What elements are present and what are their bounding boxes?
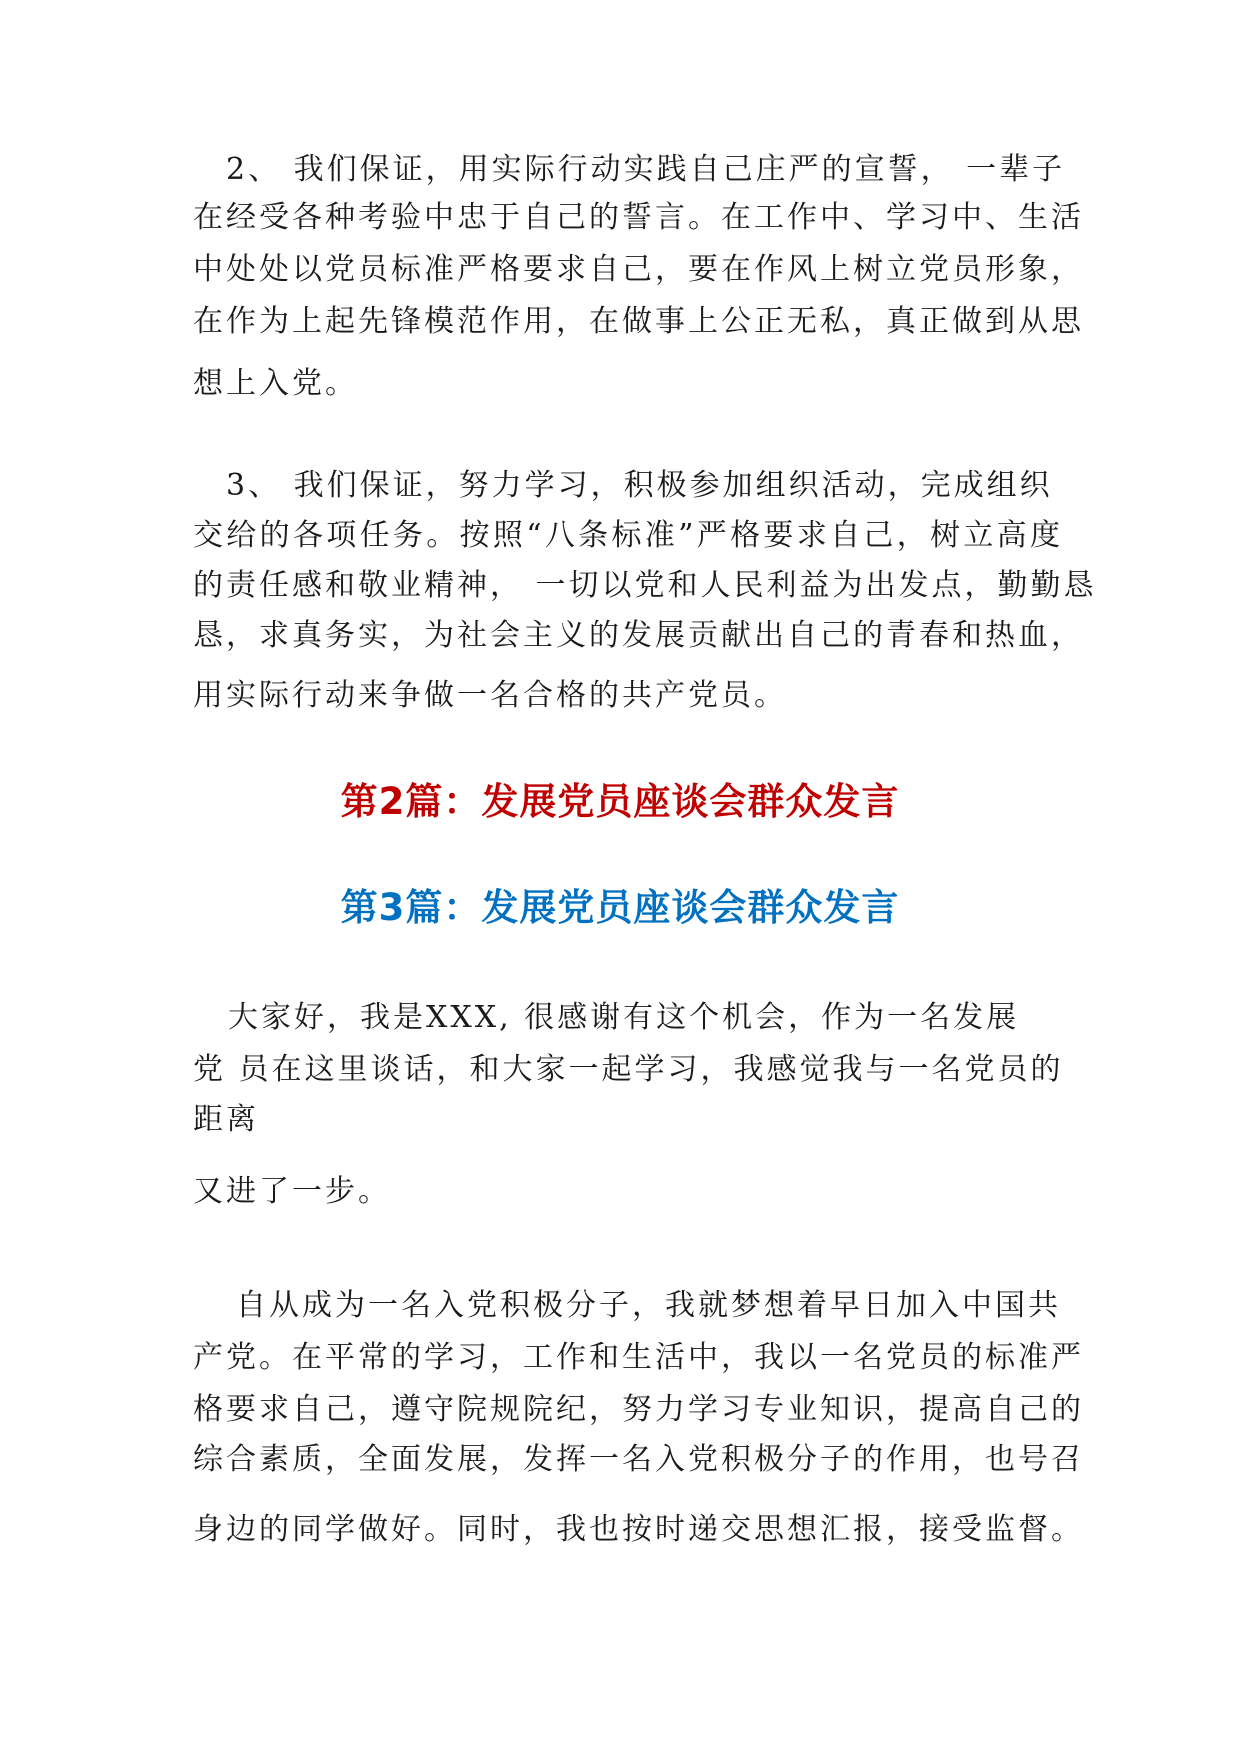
section-heading-3: 第3篇：发展党员座谈会群众发言 <box>340 886 900 929</box>
paragraph-line: 想上入党。 <box>193 366 358 401</box>
paragraph-line: 交给的各项任务。按照“八条标准”严格要求自己，树立高度 <box>193 518 1063 553</box>
paragraph-line: 2、 我们保证，用实际行动实践自己庄严的宣誓， 一辈子 <box>226 152 1066 187</box>
paragraph-line: 用实际行动来争做一名合格的共产党员。 <box>193 678 787 713</box>
paragraph-line: 又进了一步。 <box>193 1174 391 1209</box>
paragraph-line: 在经受各种考验中忠于自己的誓言。在工作中、学习中、生活 <box>193 200 1084 235</box>
section-heading-2: 第2篇：发展党员座谈会群众发言 <box>340 780 900 823</box>
paragraph-line: 恳，求真务实，为社会主义的发展贡献出自己的青春和热血， <box>193 618 1084 653</box>
paragraph-line: 在作为上起先锋模范作用，在做事上公正无私，真正做到从思 <box>193 304 1084 339</box>
paragraph-line: 身边的同学做好。同时，我也按时递交思想汇报，接受监督。 <box>193 1512 1084 1547</box>
paragraph-line: 综合素质，全面发展，发挥一名入党积极分子的作用，也号召 <box>193 1442 1084 1477</box>
paragraph-line: 中处处以党员标准严格要求自己，要在作风上树立党员形象， <box>193 252 1084 287</box>
paragraph-line: 距离 <box>193 1102 259 1137</box>
paragraph-line: 的责任感和敬业精神， 一切以党和人民利益为出发点，勤勤恳 <box>193 568 1097 603</box>
paragraph-line: 格要求自己，遵守院规院纪，努力学习专业知识，提高自己的 <box>193 1392 1084 1427</box>
paragraph-line: 3、 我们保证，努力学习，积极参加组织活动，完成组织 <box>226 468 1053 503</box>
paragraph-line: 党 员在这里谈话，和大家一起学习，我感觉我与一名党员的 <box>193 1052 1064 1087</box>
paragraph-line: 产党。在平常的学习，工作和生活中，我以一名党员的标准严 <box>193 1340 1084 1375</box>
paragraph-line: 大家好，我是XXX, 很感谢有这个机会，作为一名发展 <box>228 1000 1020 1035</box>
paragraph-line: 自从成为一名入党积极分子，我就梦想着早日加入中国共 <box>236 1288 1061 1323</box>
